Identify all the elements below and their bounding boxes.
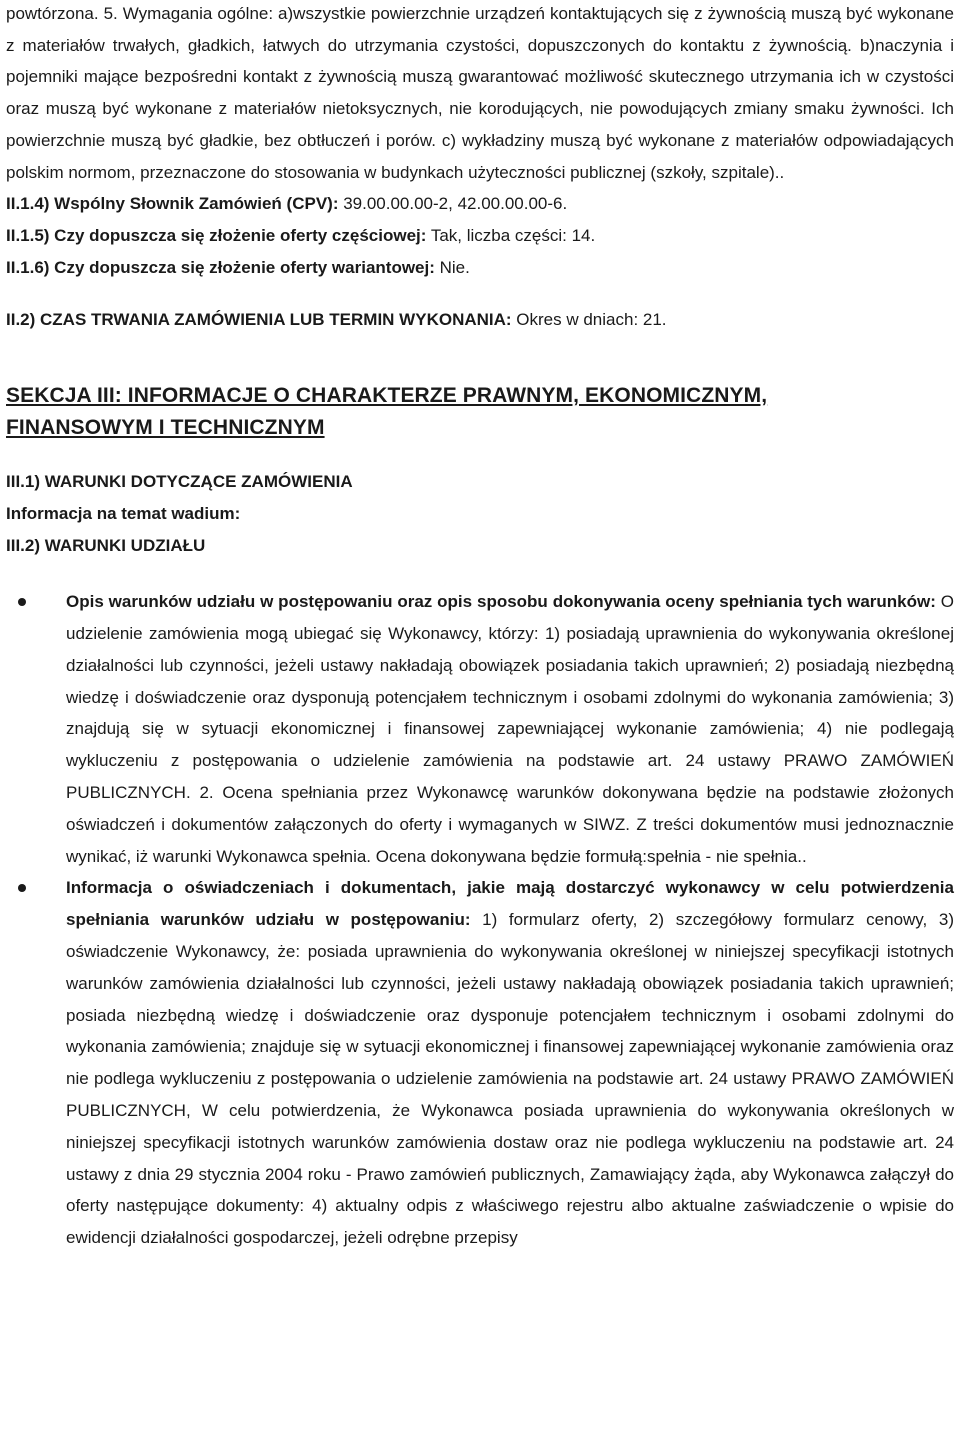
intro-paragraph: powtórzona. 5. Wymagania ogólne: a)wszystkie powierzchnie urządzeń kontaktujących się z żywnością muszą być wykonane z materiałów trwałych, gładkich, łatwych do utrzymania czystości, dopuszczonych do kontaktu z żywnością. b)naczynia i pojemniki mające bezpośredni kontakt z żywnością muszą gwarantować możliwość skutecznego utrzymania ich w czystości oraz muszą być wykonane z materiałów nietoksycznych, nie korodujących, nie powodujących zmiany smaku żywności. Ich powierzchnie muszą być gładkie, bez obtłuczeń i porów. c) wykładziny muszą być wykonane z materiałów odpowiadających polskim normom, przeznaczone do stosowania w budynkach użyteczności publicznej (szkoły, szpitale).. <box>6 4 954 182</box>
bullet-icon <box>18 598 26 606</box>
conditions-heading: III.1) WARUNKI DOTYCZĄCE ZAMÓWIENIA <box>6 472 353 492</box>
variant-offer-label: II.1.6) Czy dopuszcza się złożenie oferty wariantowej: <box>6 258 435 278</box>
cpv-line <box>6 188 954 220</box>
cpv-value: 39.00.00.00-2, 42.00.00.00-6. <box>338 194 568 214</box>
partial-offer-line <box>6 220 954 252</box>
documents-description <box>66 872 954 1254</box>
conditions-description-label: Opis warunków udziału w postępowaniu oraz opis sposobu dokonywania oceny spełniania tych warunków: <box>66 592 936 612</box>
list-item <box>6 586 954 872</box>
wadium-heading: Informacja na temat wadium: <box>6 504 241 524</box>
section-3-heading-line2: FINANSOWYM I TECHNICZNYM <box>6 416 325 440</box>
participation-heading: III.2) WARUNKI UDZIAŁU <box>6 536 206 556</box>
conditions-list <box>6 586 954 1254</box>
partial-offer-label: II.1.5) Czy dopuszcza się złożenie oferty częściowej: <box>6 226 427 246</box>
list-item <box>6 872 954 1254</box>
partial-offer-value: Tak, liczba części: 14. <box>426 226 596 246</box>
variant-offer-line <box>6 252 954 284</box>
conditions-description <box>66 586 954 872</box>
documents-description-label: Informacja o oświadczeniach i dokumentach, jakie mają dostarczyć wykonawcy w celu potwierdzenia spełniania warunków udziału w postępowaniu: <box>66 878 954 930</box>
bullet-icon <box>18 884 26 892</box>
duration-label: II.2) CZAS TRWANIA ZAMÓWIENIA LUB TERMIN WYKONANIA: <box>6 310 512 330</box>
documents-description-text: 1) formularz oferty, 2) szczegółowy formularz cenowy, 3) oświadczenie Wykonawcy, że: posiada uprawnienia do wykonywania określonej w niniejszej specyfikacji istotnych warunków zamówienia działalności lub czynności, jeżeli ustawy nakładają obowiązek posiadania takich uprawnień; posiada niezbędną wiedzę i doświadczenie oraz dysponuje potencjałem technicznym i osobami zdolnymi do wykonania zamówienia; znajduje się w sytuacji ekonomicznej i finansowej zapewniającej wykonanie zamówienia oraz nie podlega wykluczeniu z postępowania o udzielenie zamówienia na podstawie art. 24 ustawy PRAWO ZAMÓWIEŃ PUBLICZNYCH, W celu potwierdzenia, że Wykonawca posiada uprawnienia do wykonywania określonych w niniejszej specyfikacji istotnych warunków zamówienia dostaw oraz nie podlega wykluczeniu na podstawie art. 24 ustawy z dnia 29 stycznia 2004 roku - Prawo zamówień publicznych, Zamawiający żąda, aby Wykonawca załączył do oferty następujące dokumenty: 4) aktualny odpis z właściwego rejestru albo aktualne zaświadczenie o wpisie do ewidencji działalności gospodarczej, jeżeli odrębne przepisy <box>66 910 955 1248</box>
conditions-description-text: O udzielenie zamówienia mogą ubiegać się Wykonawcy, którzy: 1) posiadają uprawnienia do wykonywania określonej działalności lub czynności, jeżeli ustawy nakładają obowiązek posiadania takich uprawnień; 2) posiadają niezbędną wiedzę i doświadczenie oraz dysponują potencjałem technicznym i osobami zdolnymi do wykonania zamówienia; 3) znajdują się w sytuacji ekonomicznej i finansowej zapewniającej wykonanie zamówienia; 4) nie podlegają wykluczeniu z postępowania o udzielenie zamówienia na podstawie art. 24 ustawy PRAWO ZAMÓWIEŃ PUBLICZNYCH. 2. Ocena spełniania przez Wykonawcę warunków dokonywana będzie na podstawie złożonych oświadczeń i dokumentów załączonych do oferty i wymaganych w SIWZ. Z treści dokumentów musi jednoznacznie wynikać, iż warunki Wykonawca spełnia. Ocena dokonywana będzie formułą:spełnia - nie spełnia.. <box>66 592 954 866</box>
section-3-heading-line1: SEKCJA III: INFORMACJE O CHARAKTERZE PRAWNYM, EKONOMICZNYM, <box>6 384 768 408</box>
variant-offer-value: Nie. <box>434 258 470 278</box>
section-3-heading <box>6 380 954 444</box>
duration-line <box>6 304 954 336</box>
duration-value: Okres w dniach: 21. <box>511 310 667 330</box>
cpv-label: II.1.4) Wspólny Słownik Zamówień (CPV): <box>6 194 339 214</box>
